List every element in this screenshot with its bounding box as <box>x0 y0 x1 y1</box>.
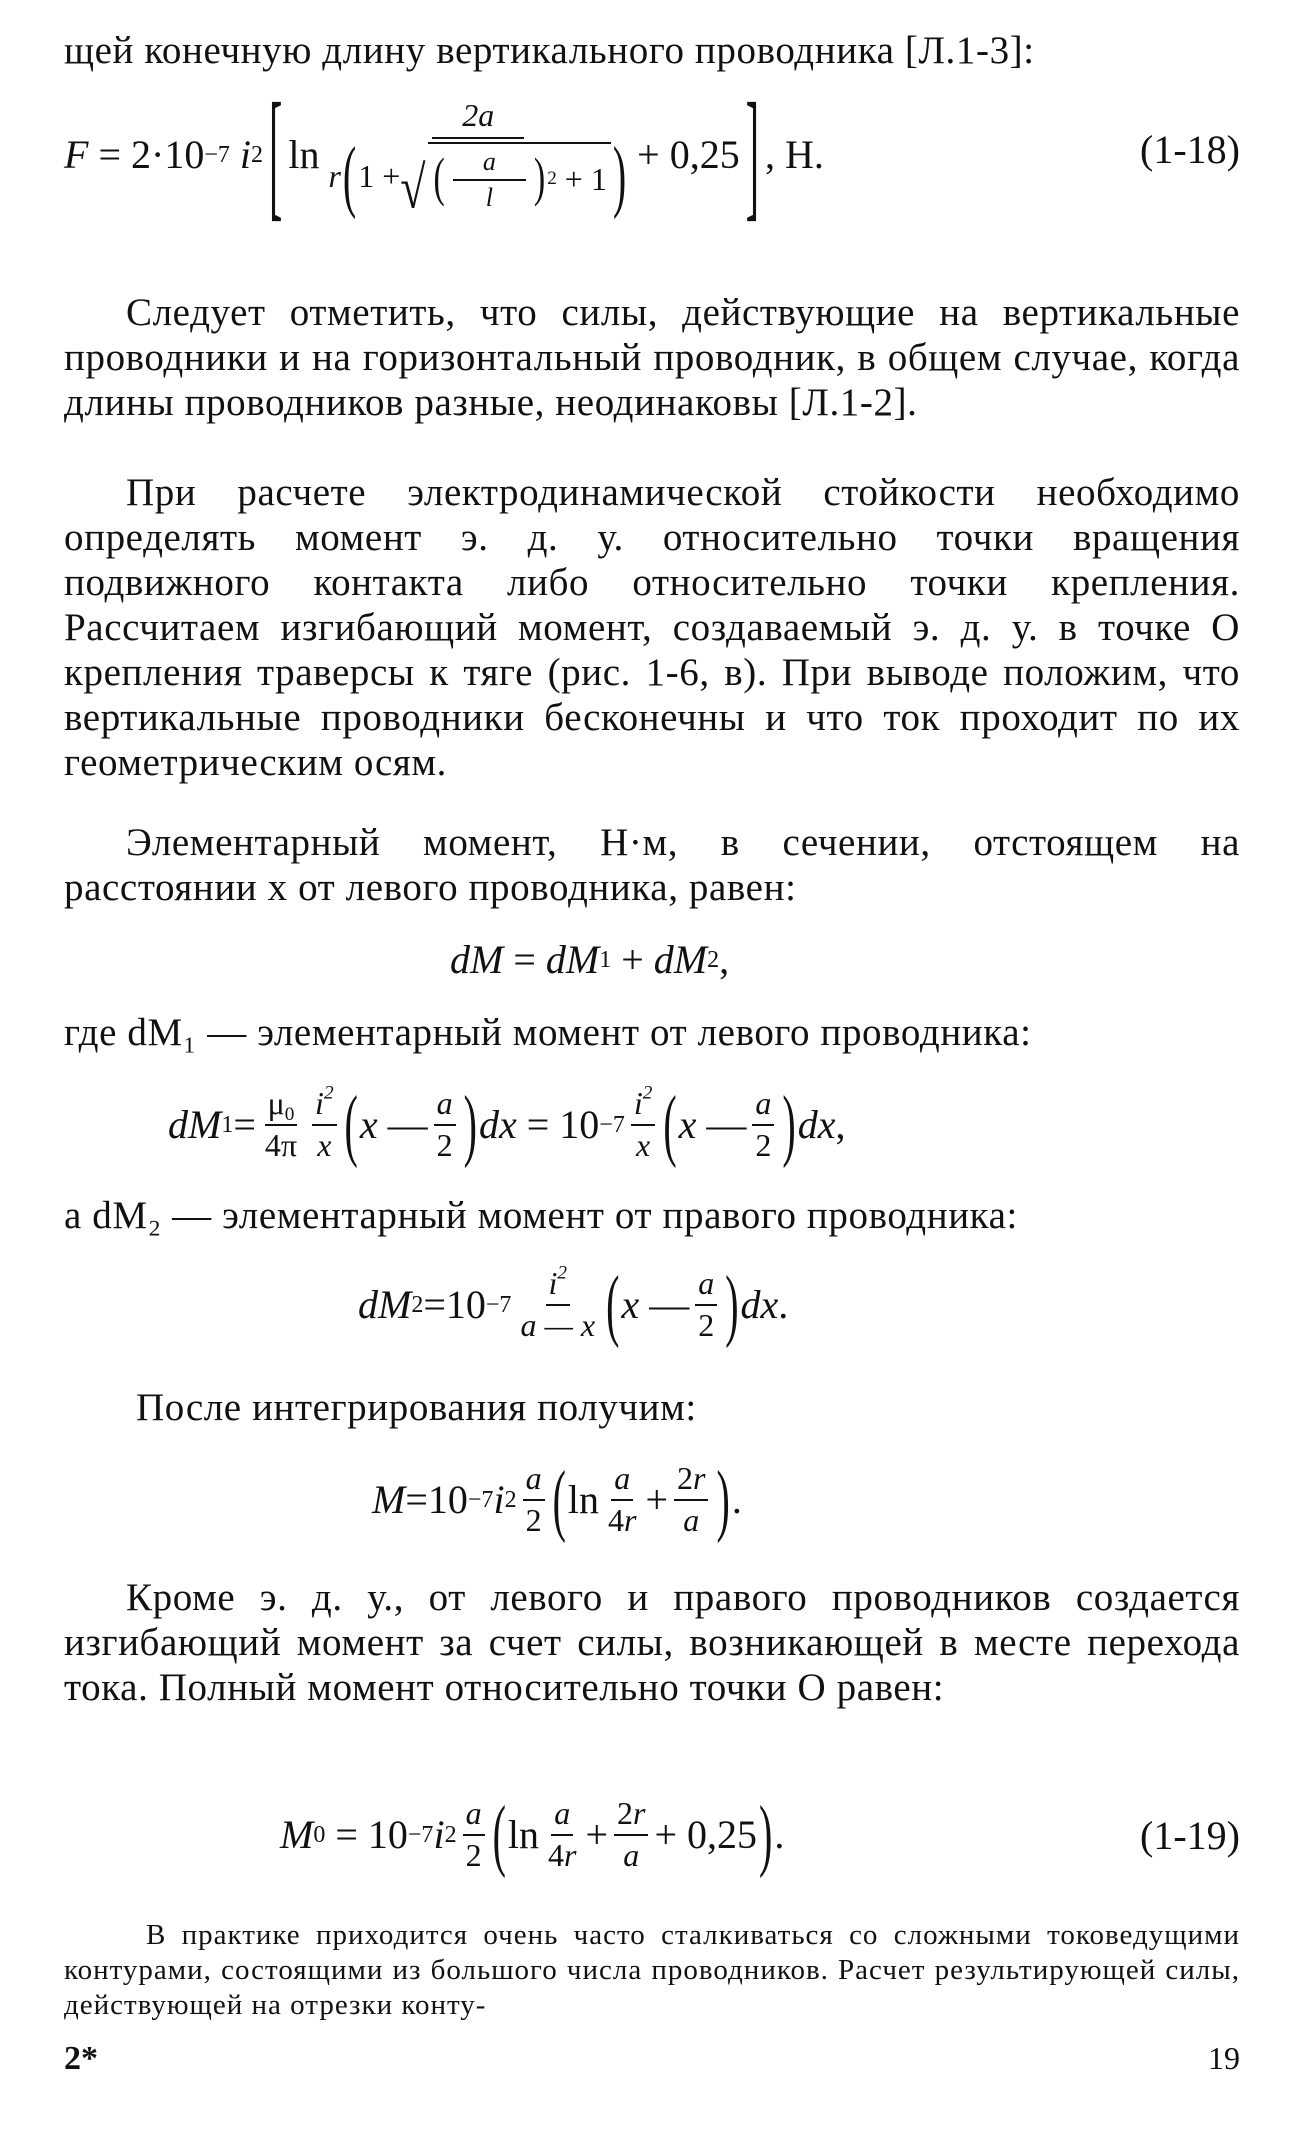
signature-mark: 2* <box>64 2040 98 2077</box>
formula-m: M =10 −7 i 2 $\frac{a}{2}$ ( ln $\frac{a}{4r}$ + $\frac{2r}{a}$ ) . <box>372 1454 742 1544</box>
line-dm2-intro: а dM₂ — элементарный момент от правого проводника: <box>64 1194 1018 1237</box>
formula-dm-sum: dM = dM 1 + dM 2 , <box>450 937 730 982</box>
formula-1-19: M 0 = 10 −7 i 2 $\frac{a}{2}$ ( ln $\frac{a}{4r}$ + $\frac{2r}{a}$ + 0,25 ) . <box>280 1789 785 1879</box>
paragraph-full-moment: Кроме э. д. у., от левого и правого проводников создается изгибающий момент за счет силы, возникающей в месте перехода тока. Полный момент относительно точки O равен: <box>64 1576 1240 1709</box>
line-after-integration: После интегрирования получим: <box>136 1386 697 1429</box>
formula-dm2: dM 2 =10 −7 $\frac{i^2}{a — x}$ ( x — $\frac{a}{2}$ ) dx . <box>358 1259 789 1349</box>
equation-number-1-19: (1-19) <box>1140 1813 1240 1858</box>
paragraph-elementary-moment: Элементарный момент, Н·м, в сечении, отстоящем на расстоянии x от левого проводника, равен: <box>64 821 1240 909</box>
paragraph-practice: В практике приходится очень часто сталкиваться со сложными токоведущими контурами, состоящими из большого числа проводников. Расчет результирующей силы, действующей на отрезки конту- <box>64 1919 1240 2021</box>
top-line: щей конечную длину вертикального проводника [Л.1-3]: <box>64 29 1035 72</box>
formula-dm1: dM 1 = $\frac{\mu_0}{4\pi}$ $\frac{i^2}{x}$ ( x — $\frac{a}{2}$ ) dx = 10 −7 $\frac{i^2}{x}$ ( x — $\frac{a}{2}$ ) dx , <box>168 1079 846 1169</box>
formula-1-18: F = 2·10 −7 i 2 [ ln 2a r ( 1 + √ ( $\frac{a}{l}$ ) 2 + 1 ) + 0,25 ] , Н. <box>64 72 824 235</box>
paragraph-forces: Следует отметить, что силы, действующие на вертикальные проводники и на горизонтальный проводник, в общем случае, когда длины проводников разные, неодинаковы [Л.1-2]. <box>64 291 1240 424</box>
paragraph-moment: При расчете электродинамической стойкости необходимо определять момент э. д. у. относительно точки вращения подвижного контакта либо относительно точки крепления. Рассчитаем изгибающий момент, создаваемый э. д. у. в точке O крепления траверсы к тяге (рис. 1-6, в). При выводе положим, что вертикальные проводники бесконечны и что ток проходит по их геометрическим осям. <box>64 471 1240 784</box>
line-dm1-intro: где dM₁ — элементарный момент от левого проводника: <box>64 1011 1032 1054</box>
page-number: 19 <box>1208 2040 1240 2076</box>
equation-number-1-18: (1-18) <box>1140 127 1240 172</box>
